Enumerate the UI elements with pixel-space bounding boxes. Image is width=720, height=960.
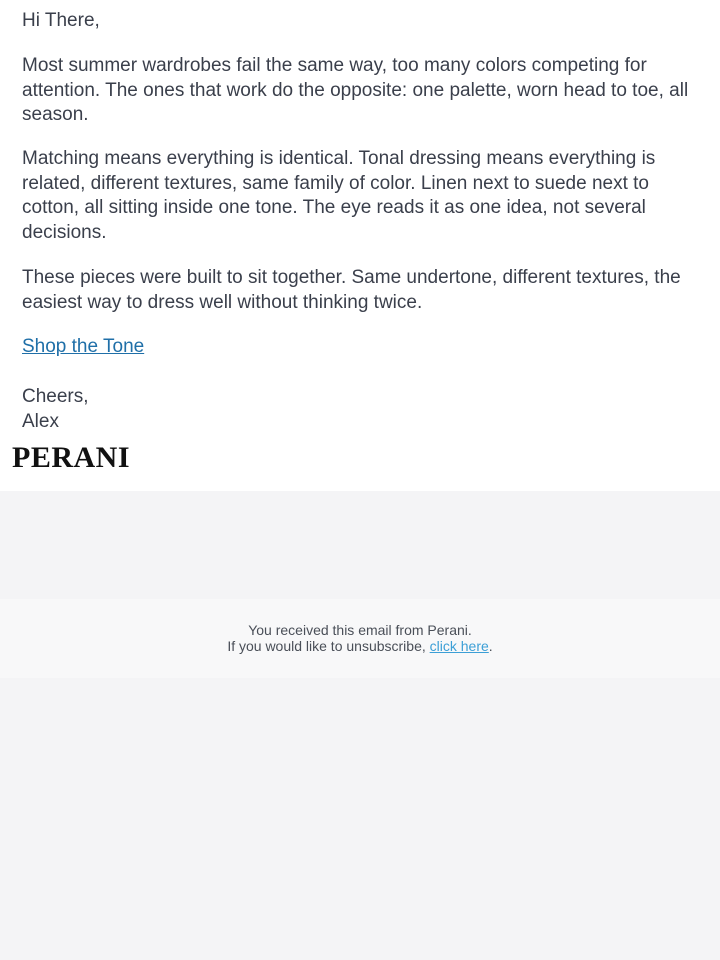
footer-unsubscribe-suffix: . — [488, 638, 493, 654]
footer-unsubscribe-prefix: If you would like to unsubscribe, — [227, 638, 430, 654]
signature-name: Alex — [22, 410, 59, 432]
signoff-text: Cheers, — [22, 386, 89, 407]
signoff — [22, 385, 89, 434]
email-footer — [0, 599, 720, 678]
brand-logo: PERANI — [12, 441, 131, 474]
footer-unsubscribe-text — [0, 638, 720, 654]
spacer — [0, 491, 720, 599]
unsubscribe-link[interactable]: click here — [429, 638, 489, 654]
footer-sender-text: You received this email from Perani. — [248, 622, 472, 638]
shop-the-tone-link[interactable]: Shop the Tone — [22, 336, 145, 357]
body-paragraph: Most summer wardrobes fail the same way, too many colors competing for attention. The ones that work do the opposite: one palette, worn head to toe, all season. — [22, 55, 689, 125]
body-paragraph: These pieces were built to sit together. Same undertone, different textures, the easiest way to dress well without thinking twice. — [22, 267, 681, 313]
greeting: Hi There, — [22, 10, 100, 31]
body-paragraph: Matching means everything is identical. Tonal dressing means everything is related, different textures, same family of color. Linen next to suede next to cotton, all sitting inside one tone. The eye reads it as one idea, not several decisions. — [22, 148, 656, 243]
